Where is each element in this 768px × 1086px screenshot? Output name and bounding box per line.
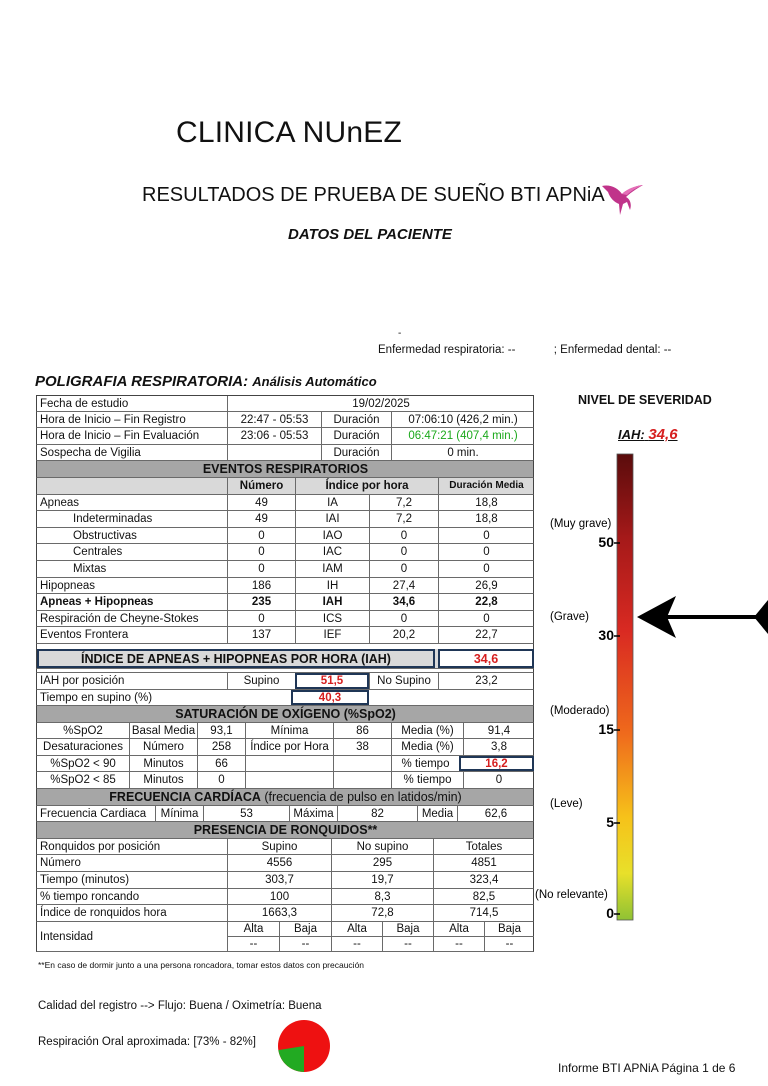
cell: 82 (337, 806, 417, 822)
spo2-row-1 (36, 723, 534, 740)
cell: Número (129, 739, 197, 755)
cell: %SpO2 (63, 724, 103, 737)
cell: 0 (197, 772, 245, 788)
cell: 7,2 (369, 511, 438, 527)
cell: 0 (369, 561, 438, 577)
cell: Máxima (289, 806, 337, 822)
cell: Minutos (129, 772, 197, 788)
table-row (36, 511, 534, 528)
cell (227, 445, 321, 461)
cell: Número (40, 857, 81, 870)
cell: Hora de Inicio – Fin Evaluación (40, 430, 200, 443)
oral-breathing-pie (277, 1019, 331, 1073)
cell: Mixtas (73, 562, 107, 575)
severity-scale (530, 440, 768, 930)
severity-levels (535, 518, 620, 921)
severity-level-label: (Moderado) (550, 705, 610, 717)
intensity-head: Baja (382, 922, 433, 937)
table-row (36, 905, 534, 922)
table-row (36, 611, 534, 628)
cell: 137 (227, 627, 295, 643)
cell: 72,8 (331, 905, 433, 921)
cell: Media (%) (391, 739, 463, 755)
cell: Centrales (73, 546, 123, 559)
cell: 303,7 (227, 872, 331, 888)
cell: Apneas (40, 496, 80, 509)
snore-rows (36, 855, 534, 921)
severity-level-number: 50 (598, 534, 614, 550)
cell: 23:06 - 05:53 (227, 428, 321, 444)
cell: Duración (321, 445, 391, 461)
cell: 258 (197, 739, 245, 755)
cell: IAI (295, 511, 369, 527)
cell: 19/02/2025 (227, 396, 534, 411)
intensity-head: Alta (433, 922, 484, 937)
cell: IAM (295, 561, 369, 577)
table-row (36, 594, 534, 611)
page-footer: Informe BTI APNiA Página 1 de 6 (558, 1061, 736, 1075)
cell: 0 (438, 528, 534, 544)
severity-level-label: (Grave) (550, 611, 589, 623)
resp-col-header (36, 478, 534, 495)
cell: 22,7 (438, 627, 534, 643)
spo2-header (36, 706, 534, 723)
cell: Desaturaciones (43, 741, 123, 754)
cell: 0 (369, 611, 438, 627)
table-row (36, 578, 534, 595)
cell: 38 (333, 739, 391, 755)
intensity-value: -- (382, 937, 433, 952)
severity-gradient-bar (617, 454, 633, 920)
cell: 23,2 (438, 673, 534, 689)
cell: Supino (227, 673, 295, 689)
patient-data-heading: DATOS DEL PACIENTE (288, 226, 452, 243)
cell: 714,5 (433, 905, 534, 921)
cell: 0 (463, 772, 534, 788)
cell: 0 min. (391, 445, 534, 461)
hr-row (36, 806, 534, 823)
cell: IAH (295, 594, 369, 610)
cell: 07:06:10 (426,2 min.) (391, 412, 534, 428)
cell: Mínima (155, 806, 203, 822)
severity-level-number: 5 (606, 814, 614, 830)
cell: Tiempo (minutos) (40, 874, 130, 887)
cell: Respiración de Cheyne-Stokes (40, 612, 199, 625)
intensity-value: -- (484, 937, 534, 952)
table-row (36, 495, 534, 512)
table-row (36, 855, 534, 872)
results-title: RESULTADOS DE PRUEBA DE SUEÑO BTI APNiA (142, 184, 605, 206)
severity-arrow-icon (637, 596, 768, 638)
cell: 91,4 (463, 723, 534, 739)
spo2-90-time-value: 16,2 (459, 756, 534, 772)
cell: 0 (227, 528, 295, 544)
resp-events-header (36, 461, 534, 478)
iah-row (36, 649, 534, 669)
cell: 7,2 (369, 495, 438, 511)
cell: 82,5 (433, 889, 534, 905)
cell: 0 (438, 544, 534, 560)
cell: 4851 (433, 855, 534, 871)
col-header: Índice por hora (295, 478, 438, 494)
cell: 27,4 (369, 578, 438, 594)
cell: 86 (333, 723, 391, 739)
cell: 235 (227, 594, 295, 610)
cell: 66 (197, 756, 245, 772)
cell: Índice de ronquidos hora (40, 907, 167, 920)
intensity-value: -- (279, 937, 331, 952)
cell: Indeterminadas (73, 513, 153, 526)
cell: 93,1 (197, 723, 245, 739)
cell: Hora de Inicio – Fin Registro (40, 413, 186, 426)
severity-level-number: 0 (606, 905, 614, 921)
section-title (37, 789, 534, 805)
iah-title: ÍNDICE DE APNEAS + HIPOPNEAS POR HORA (IAH) (37, 649, 435, 668)
cell: IH (295, 578, 369, 594)
iah-summary-value: 34,6 (648, 426, 678, 443)
iah-value: 34,6 (438, 649, 534, 668)
severity-level-label: (Leve) (550, 798, 583, 810)
table-row (36, 889, 534, 906)
record-quality: Calidad del registro --> Flujo: Buena / Oximetría: Buena (38, 1000, 322, 1012)
cell: % tiempo roncando (40, 890, 140, 903)
oral-breathing: Respiración Oral aproximada: [73% - 82%] (38, 1036, 256, 1048)
section-title: SATURACIÓN DE OXÍGENO (%SpO2) (175, 707, 396, 722)
cell: 4556 (227, 855, 331, 871)
hr-title-note: (frecuencia de pulso en latidos/min) (260, 790, 462, 805)
cell: Obstructivas (73, 529, 137, 542)
severity-level-number: 30 (598, 627, 614, 643)
cell: 18,8 (438, 511, 534, 527)
cell: Apneas + Hipopneas (40, 596, 154, 609)
cell (333, 756, 391, 772)
intensity-head: Alta (227, 922, 279, 937)
cell: %SpO2 < 90 (50, 757, 116, 770)
severity-title: NIVEL DE SEVERIDAD (578, 393, 712, 407)
cell: Intensidad (40, 930, 94, 943)
cell: Duración (321, 428, 391, 444)
cell: 0 (438, 561, 534, 577)
cell: Tiempo en supino (%) (40, 691, 153, 704)
diseases-line: Enfermedad respiratoria: -- ; Enfermedad dental: -- (378, 344, 672, 356)
cell: 49 (227, 495, 295, 511)
section-title: EVENTOS RESPIRATORIOS (202, 462, 369, 477)
severity-level-label: (Muy grave) (550, 518, 612, 530)
cell: Hipopneas (40, 579, 95, 592)
intensity-value: -- (331, 937, 382, 952)
cell: Media (417, 806, 457, 822)
cell: 295 (331, 855, 433, 871)
cell: 323,4 (433, 872, 534, 888)
cell: IA (295, 495, 369, 511)
cell: 53 (203, 806, 289, 822)
study-vigil-row (36, 445, 534, 462)
iah-summary-label: IAH: (618, 427, 645, 442)
cell: 20,2 (369, 627, 438, 643)
cell: IEF (295, 627, 369, 643)
cell: ICS (295, 611, 369, 627)
cell: 1663,3 (227, 905, 331, 921)
cell: 22:47 - 05:53 (227, 412, 321, 428)
time-supine-row (36, 690, 534, 707)
clinic-name: CLINICA NUnEZ (176, 116, 402, 149)
cell: 18,8 (438, 495, 534, 511)
supine-value: 51,5 (295, 673, 369, 689)
cell: Basal Media (129, 723, 197, 739)
cell: No supino (331, 839, 433, 855)
cell: Eventos Frontera (40, 629, 129, 642)
cell: No Supino (369, 673, 438, 689)
cell: 62,6 (457, 806, 534, 822)
polygraphy-title (35, 373, 377, 390)
severity-level-number: 15 (598, 721, 614, 737)
cell: 0 (369, 528, 438, 544)
cell: 3,8 (463, 739, 534, 755)
intensity-head: Baja (279, 922, 331, 937)
snore-col-header (36, 839, 534, 856)
cell: Fecha de estudio (40, 398, 129, 410)
polygraphy-subtitle: Análisis Automático (252, 374, 377, 389)
spo2-row-3 (36, 756, 534, 773)
resp-rows (36, 495, 534, 644)
cell: 0 (227, 561, 295, 577)
table-row (36, 561, 534, 578)
pie-nasal-slice (278, 1046, 304, 1072)
cell: Índice por Hora (245, 739, 333, 755)
hummingbird-logo-icon (600, 180, 644, 216)
time-supine-value: 40,3 (291, 690, 369, 706)
snore-footnote: **En caso de dormir junto a una persona roncadora, tomar estos datos con precaución (38, 960, 365, 970)
cell (245, 772, 333, 788)
cell: Supino (227, 839, 331, 855)
cell: 26,9 (438, 578, 534, 594)
snore-header (36, 822, 534, 839)
col-header: Duración Media (438, 478, 534, 494)
cell: Frecuencia Cardiaca (40, 807, 147, 820)
cell: 0 (227, 611, 295, 627)
intensity-head: Baja (484, 922, 534, 937)
cell: 49 (227, 511, 295, 527)
table-row (36, 627, 534, 644)
cell (245, 756, 333, 772)
intensity-value: -- (227, 937, 279, 952)
cell: Media (%) (391, 723, 463, 739)
cell: % tiempo (391, 756, 459, 772)
intensity-value: -- (433, 937, 484, 952)
spo2-row-4 (36, 772, 534, 789)
cell: 186 (227, 578, 295, 594)
intensity-row (36, 922, 534, 952)
study-eval-row (36, 428, 534, 445)
cell: Duración (321, 412, 391, 428)
cell: 34,6 (369, 594, 438, 610)
hr-header (36, 789, 534, 806)
cell: Minutos (129, 756, 197, 772)
cell: % tiempo (391, 772, 463, 788)
dash-mark: - (398, 328, 402, 339)
cell: 22,8 (438, 594, 534, 610)
spo2-row-2 (36, 739, 534, 756)
cell: 0 (369, 544, 438, 560)
cell: 19,7 (331, 872, 433, 888)
cell: IAC (295, 544, 369, 560)
cell: Mínima (245, 723, 333, 739)
cell: %SpO2 < 85 (50, 774, 116, 787)
cell: 8,3 (331, 889, 433, 905)
study-reg-row (36, 412, 534, 429)
iah-position-row (36, 673, 534, 690)
table-row (36, 528, 534, 545)
col-header: Número (227, 478, 295, 494)
cell: IAH por posición (40, 674, 125, 687)
study-date-row (36, 395, 534, 412)
table-row (36, 544, 534, 561)
section-title: PRESENCIA DE RONQUIDOS** (193, 823, 378, 838)
cell (333, 772, 391, 788)
intensity-head: Alta (331, 922, 382, 937)
cell: 0 (438, 611, 534, 627)
cell: 0 (227, 544, 295, 560)
hr-title: FRECUENCIA CARDÍACA (109, 790, 261, 805)
cell: Ronquidos por posición (40, 840, 161, 853)
cell: 06:47:21 (407,4 min.) (391, 428, 534, 444)
cell: Sospecha de Vigilia (40, 446, 141, 459)
severity-level-label: (No relevante) (535, 889, 608, 901)
cell: 100 (227, 889, 331, 905)
cell: Totales (433, 839, 534, 855)
polygraphy-title-main: POLIGRAFIA RESPIRATORIA: (35, 373, 249, 390)
cell: IAO (295, 528, 369, 544)
results-table (36, 395, 534, 952)
table-row (36, 872, 534, 889)
